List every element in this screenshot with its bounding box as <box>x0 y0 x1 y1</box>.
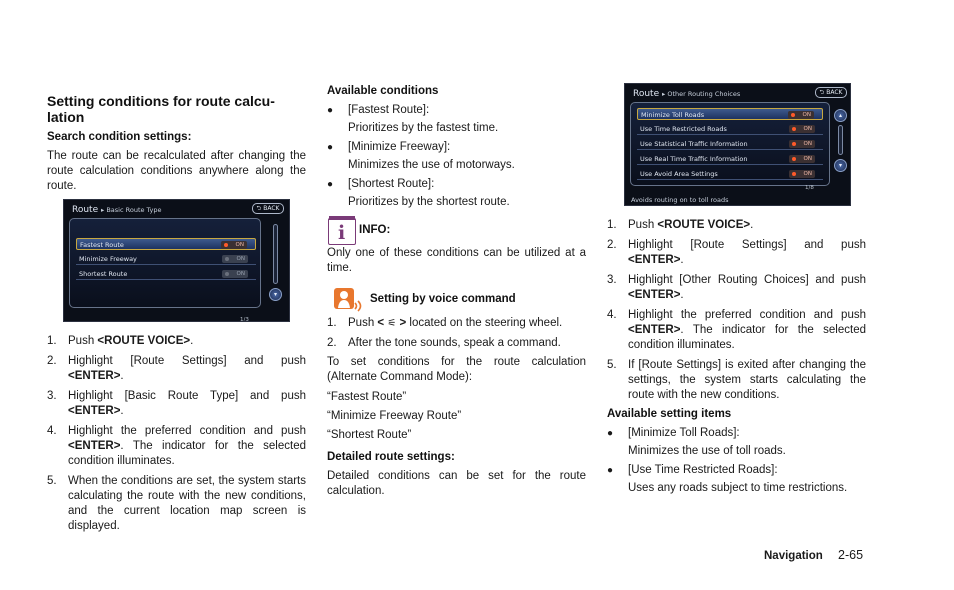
option-minimize-toll-roads[interactable]: Minimize Toll Roads ON <box>637 108 823 120</box>
back-button[interactable]: ⮌ BACK <box>815 87 847 98</box>
step: 4. Highlight the preferred condition and push <ENTER>. The indicator for the selected condition illuminates. <box>47 425 306 467</box>
subheading: Search condition settings: <box>47 131 192 143</box>
indicator-on: ON <box>789 125 815 133</box>
step: 3. Highlight [Basic Route Type] and push <ENTER>. <box>47 390 306 417</box>
step: 1. Push < ⚟ > located on the steering wheel. <box>327 317 563 329</box>
item: ● [Minimize Toll Roads]: Minimizes the use of toll roads. <box>607 427 786 457</box>
step: 2. Highlight [Route Settings] and push <ENTER>. <box>47 355 306 382</box>
indicator-on: ON <box>789 140 815 148</box>
option-use-avoid-area[interactable]: Use Avoid Area Settings ON <box>637 168 823 180</box>
option-minimize-freeway[interactable]: Minimize Freeway ON <box>76 253 256 265</box>
page-indicator: 1/8 <box>805 185 814 191</box>
available-conditions-heading: Available conditions <box>327 85 439 97</box>
step: 5. When the conditions are set, the system starts calculating the route with the new conditions, and the current location map screen is displayed. <box>47 475 306 532</box>
voice-intro: To set conditions for the route calculation (Alternate Command Mode): <box>327 356 586 383</box>
info-label: INFO: <box>359 224 391 236</box>
option-list <box>630 102 830 186</box>
available-items-heading: Available setting items <box>607 408 732 420</box>
indicator-on: ON <box>789 155 815 163</box>
indicator-on: ON <box>221 241 247 249</box>
detailed-text: Detailed conditions can be set for the route calculation. <box>327 470 586 497</box>
info-icon: i <box>328 218 356 245</box>
intro-paragraph: The route can be recalculated after changing the route calculation conditions anywhere along the route. <box>47 150 306 192</box>
detailed-heading: Detailed route settings: <box>327 451 455 463</box>
scroll-down-button[interactable]: ▾ <box>269 288 282 301</box>
scroll-up-button[interactable]: ▴ <box>834 109 847 122</box>
items-list <box>607 426 866 500</box>
step: 1. Push <ROUTE VOICE>. <box>47 335 194 347</box>
talk-switch-icon: ⚟ <box>387 318 397 329</box>
command-fastest: “Fastest Route” <box>327 391 407 403</box>
item: ● [Use Time Restricted Roads]: Uses any roads subject to time restrictions. <box>607 464 848 494</box>
screen-footer-hint: Avoids routing on to toll roads <box>631 196 729 204</box>
option-shortest-route[interactable]: Shortest Route ON <box>76 268 256 280</box>
option-use-time-restricted-roads[interactable]: Use Time Restricted Roads ON <box>637 123 823 135</box>
screen-title: Route ▸ Basic Route Type <box>72 205 162 215</box>
steps-list <box>47 334 306 539</box>
step: 4. Highlight the preferred condition and push <ENTER>. The indicator for the selected condition illuminates. <box>607 309 866 351</box>
step: 2. After the tone sounds, speak a command. <box>327 337 561 349</box>
voice-steps-list <box>327 316 586 356</box>
scrollbar[interactable] <box>273 224 278 284</box>
command-shortest: “Shortest Route” <box>327 429 412 441</box>
info-block <box>328 218 391 245</box>
condition-item: ● [Fastest Route]: Prioritizes by the fastest time. <box>327 104 499 134</box>
condition-item: ● [Shortest Route]: Prioritizes by the shortest route. <box>327 178 510 208</box>
page-number: 2-65 <box>838 548 864 562</box>
option-use-statistical-traffic[interactable]: Use Statistical Traffic Information ON <box>637 138 823 150</box>
scroll-down-button[interactable]: ▾ <box>834 159 847 172</box>
command-minimize-freeway: “Minimize Freeway Route” <box>327 410 462 422</box>
step: 3. Highlight [Other Routing Choices] and push <ENTER>. <box>607 274 866 301</box>
steps-list <box>607 218 866 408</box>
indicator-on: ON <box>788 111 814 119</box>
nav-screen-basic-route-type <box>63 199 290 322</box>
indicator-off: ON <box>222 255 248 263</box>
condition-item: ● [Minimize Freeway]: Minimizes the use of motorways. <box>327 141 515 171</box>
step: 2. Highlight [Route Settings] and push <ENTER>. <box>607 239 866 266</box>
scrollbar[interactable] <box>838 125 843 155</box>
indicator-on: ON <box>789 170 815 178</box>
step: 1. Push <ROUTE VOICE>. <box>607 219 754 231</box>
indicator-off: ON <box>222 270 248 278</box>
voice-heading: Setting by voice command <box>370 293 516 305</box>
option-use-real-time-traffic[interactable]: Use Real Time Traffic Information ON <box>637 153 823 165</box>
back-button[interactable]: ⮌ BACK <box>252 203 284 214</box>
section-heading: Setting conditions for route calcu- lation <box>47 93 275 125</box>
footer-section: Navigation <box>764 550 823 562</box>
option-list <box>69 218 261 308</box>
info-text: Only one of these conditions can be utilized at a time. <box>327 247 586 274</box>
nav-screen-other-routing-choices <box>624 83 851 206</box>
page-indicator: 1/3 <box>240 317 249 322</box>
step: 5. If [Route Settings] is exited after changing the settings, the system starts calculating the route with the new conditions. <box>607 359 866 401</box>
screen-title: Route ▸ Other Routing Choices <box>633 89 741 99</box>
voice-command-icon <box>333 287 363 313</box>
conditions-list <box>327 103 586 214</box>
option-fastest-route[interactable]: Fastest Route ON <box>76 238 256 250</box>
